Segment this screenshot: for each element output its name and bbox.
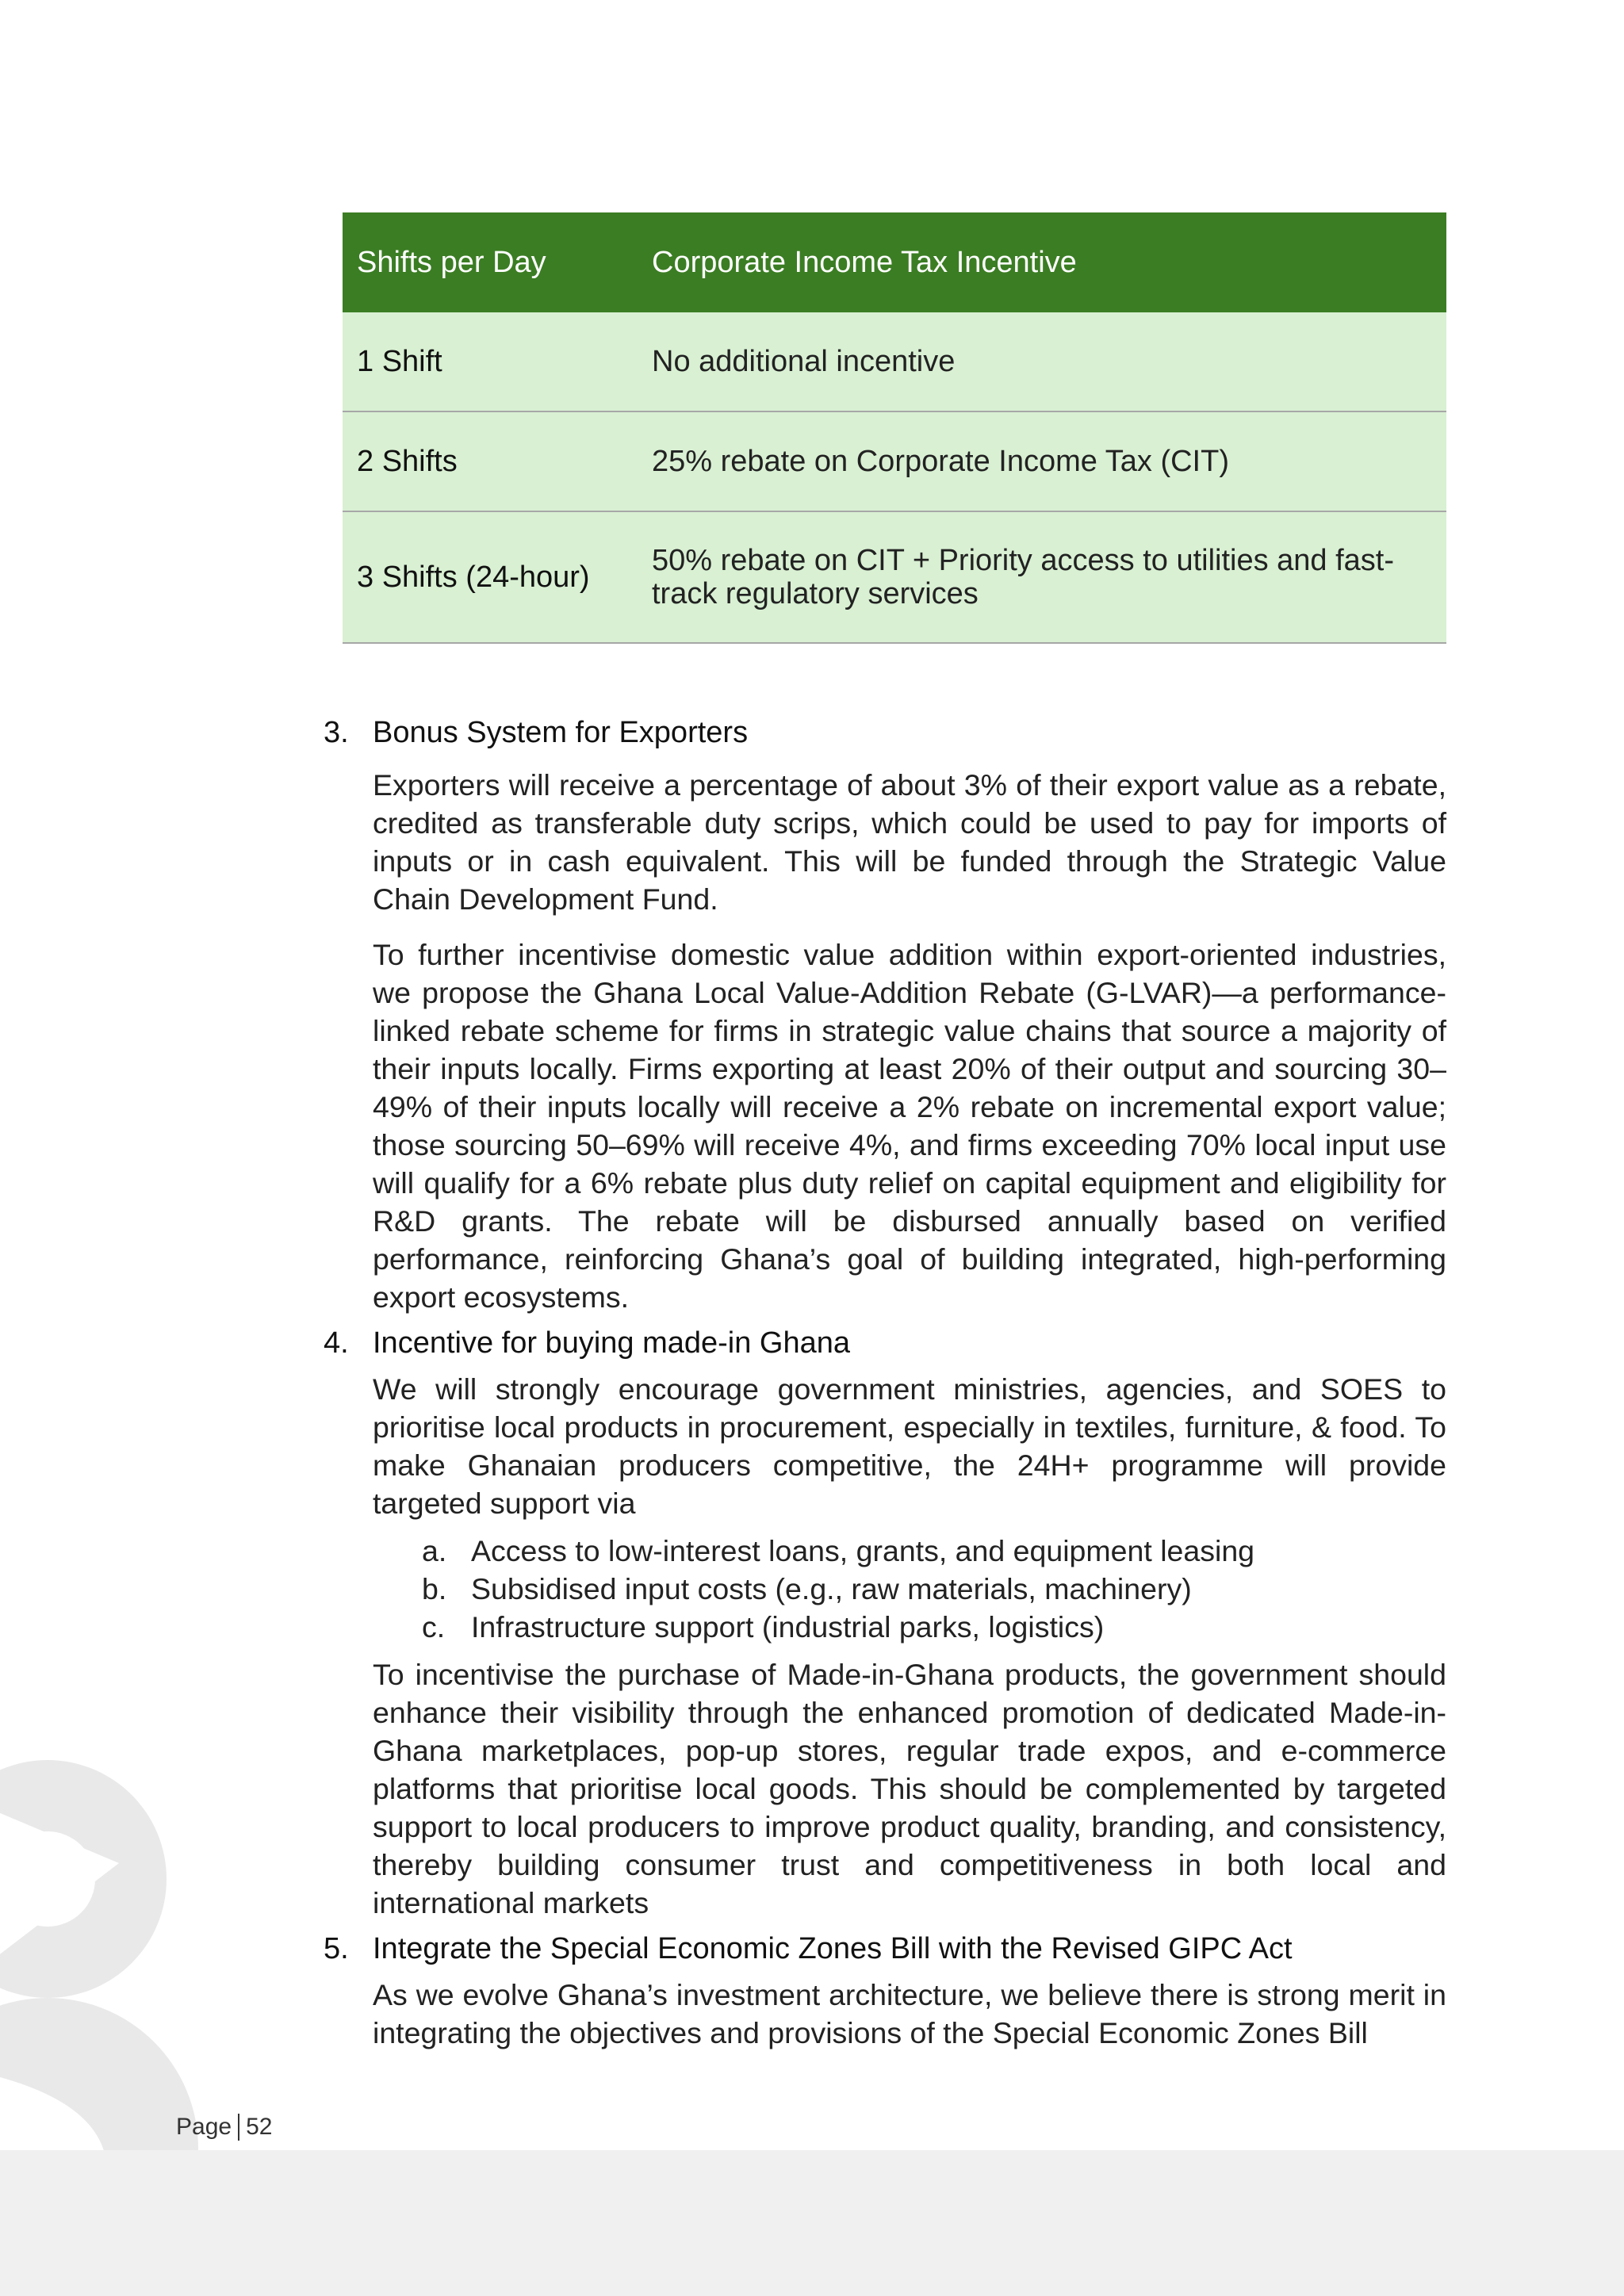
main-content [324, 714, 1446, 2052]
list-item [422, 1532, 1446, 1570]
paragraph: To incentivise the purchase of Made-in-Ghana products, the government should enhance their visibility through the enhanced promotion of dedicated Made-in-Ghana marketplaces, pop-up stores, regular trade expos, and e-commerce platforms that prioritise local goods. This should be complemented by targeted support to local producers to improve product quality, branding, and consistency, thereby building consumer trust and competitiveness in both local and international markets [373, 1658, 1446, 1919]
section-heading [324, 1324, 1446, 1362]
list-item [422, 1570, 1446, 1608]
section-number: 3. [324, 716, 349, 749]
table-header-row [343, 212, 1446, 312]
table-cell-shifts: 3 Shifts (24-hour) [343, 511, 638, 643]
footer-band [0, 2150, 1624, 2296]
paragraph: To further incentivise domestic value addition within export-oriented industries, we propose the Ghana Local Value-Addition Rebate (G-LVAR)—a performance-linked rebate scheme for firms in strategic value chains that source a majority of their inputs locally. Firms exporting at least 20% of their output and sourcing 30–49% of their inputs locally will receive a 2% rebate on incremental export value; those sourcing 50–69% will receive 4%, and firms exceeding 70% local input use will qualify for a 6% rebate plus duty relief on capital equipment and eligibility for R&D grants. The rebate will be disbursed annually based on verified performance, reinforcing Ghana’s goal of building integrated, high-performing export ecosystems. [373, 938, 1446, 1314]
paragraph: As we evolve Ghana’s investment architecture, we believe there is strong merit in integrating the objectives and provisions of the Special Economic Zones Bill [373, 1978, 1446, 2049]
paragraph: Exporters will receive a percentage of about 3% of their export value as a rebate, credited as transferable duty scrips, which could be used to pay for imports of inputs or in cash equivalent. This will be funded through the Strategic Value Chain Development Fund. [373, 768, 1446, 916]
list-text: Access to low-interest loans, grants, and equipment leasing [471, 1534, 1255, 1567]
table-row [343, 312, 1446, 411]
table-cell-incentive: 50% rebate on CIT + Priority access to utilities and fast-track regulatory services [638, 511, 1446, 643]
table-row [343, 511, 1446, 643]
section-number: 5. [324, 1932, 349, 1965]
list-letter: a. [422, 1534, 447, 1567]
table-header-incentive: Corporate Income Tax Incentive [638, 212, 1446, 312]
section-number: 4. [324, 1326, 349, 1360]
list-item [422, 1608, 1446, 1646]
page-number-value: 52 [246, 2114, 273, 2140]
section-title: Bonus System for Exporters [373, 716, 749, 749]
incentive-table [343, 212, 1446, 644]
paragraph: We will strongly encourage government ministries, agencies, and SOES to prioritise local products in procurement, especially in textiles, furniture, & food. To make Ghanaian producers competitive, the 24H+ programme will provide targeted support via [373, 1372, 1446, 1520]
list-letter: c. [422, 1610, 446, 1644]
table-cell-shifts: 2 Shifts [343, 411, 638, 511]
list-text: Infrastructure support (industrial parks, logistics) [471, 1610, 1105, 1644]
page-label: Page [176, 2114, 232, 2140]
list-letter: b. [422, 1572, 447, 1605]
page-number [176, 2114, 272, 2141]
section-heading [324, 714, 1446, 752]
list-text: Subsidised input costs (e.g., raw materials, machinery) [471, 1572, 1192, 1605]
page-divider [238, 2114, 239, 2141]
section-title: Incentive for buying made-in Ghana [373, 1326, 851, 1360]
section-heading [324, 1930, 1446, 1968]
table-cell-incentive: No additional incentive [638, 312, 1446, 411]
table-header-shifts: Shifts per Day [343, 212, 638, 312]
section-title: Integrate the Special Economic Zones Bill with the Revised GIPC Act [373, 1932, 1293, 1965]
table-cell-shifts: 1 Shift [343, 312, 638, 411]
table-row [343, 411, 1446, 511]
table-cell-incentive: 25% rebate on Corporate Income Tax (CIT) [638, 411, 1446, 511]
